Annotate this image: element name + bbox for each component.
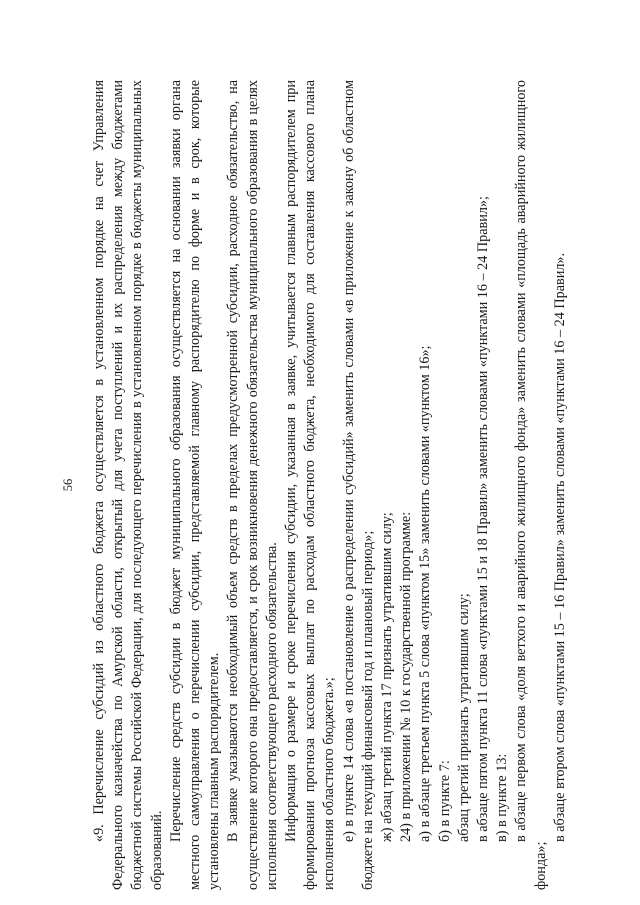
paragraph-12: в) в пункте 13:	[494, 753, 511, 842]
paragraph-4: Информация о размере и сроке перечисления субсидии, указанная в заявке, учитывается главным распорядителем при формировании прогноза кассовых выплат по расходам областного бюджета, необходимого для составления кассового плана исполнения областного бюджета.»;	[283, 80, 338, 890]
paragraph-11: в абзаце пятом пункта 11 слова «пунктами 15 и 18 Правил» заменить словами «пунктами 16 – 24 Правил»;	[475, 196, 492, 842]
paragraph-2: Перечисление средств субсидии в бюджет муниципального образования осуществляется на основании заявки органа местного самоуправления о перечислении субсидии, представляемой главному распорядителю по форме и в срок, которые установлены главным распорядителем.	[167, 80, 223, 890]
paragraph-3: В заявке указываются необходимый объем средств в пределах предусмотренной субсидии, расходное обязательство, на осуществление которого она предоставляется, и срок возникновения денежного обязательства муниципального образования в целях исполнения соответствующего расходного обязательства.	[225, 80, 280, 890]
paragraph-6: ж) абзац третий пункта 17 признать утратившим силу;	[379, 512, 396, 842]
paragraph-5: е) в пункте 14 слова «в постановление о распределении субсидий» заменить словами «в приложение к закону об областном бюджете на текущий финансовый год и плановый период»;	[340, 80, 376, 890]
paragraph-7: 24) в приложении № 10 к государственной программе:	[398, 511, 415, 842]
page-number: 56	[61, 478, 75, 492]
document-body	[90, 80, 570, 890]
paragraph-1: «9. Перечисление субсидий из областного бюджета осуществляется в установленном порядке на счет Управления Федерального казначейства по Амурской области, открытый для учета поступлений и их распределения между бюджетами бюджетной системы Российской Федерации, для последующего перечисления в установленном порядке в бюджеты муниципальных образований.	[91, 80, 165, 890]
paragraph-10: абзац третий признать утратившим силу;	[455, 593, 472, 842]
paragraph-8: а) в абзаце третьем пункта 5 слова «пунктом 15» заменить словами «пунктом 16»;	[417, 345, 434, 842]
rotated-text-block	[60, 80, 580, 890]
paragraph-13: в абзаце первом слова «доля ветхого и аварийного жилищного фонда» заменить словами «площадь аварийного жилищного фонда»;	[513, 80, 549, 890]
paragraph-9: б) в пункте 7:	[436, 760, 453, 842]
paragraph-14: в абзаце втором слова «пунктами 15 – 16 Правил» заменить словами «пунктами 16 – 24 Правил».	[551, 252, 568, 842]
